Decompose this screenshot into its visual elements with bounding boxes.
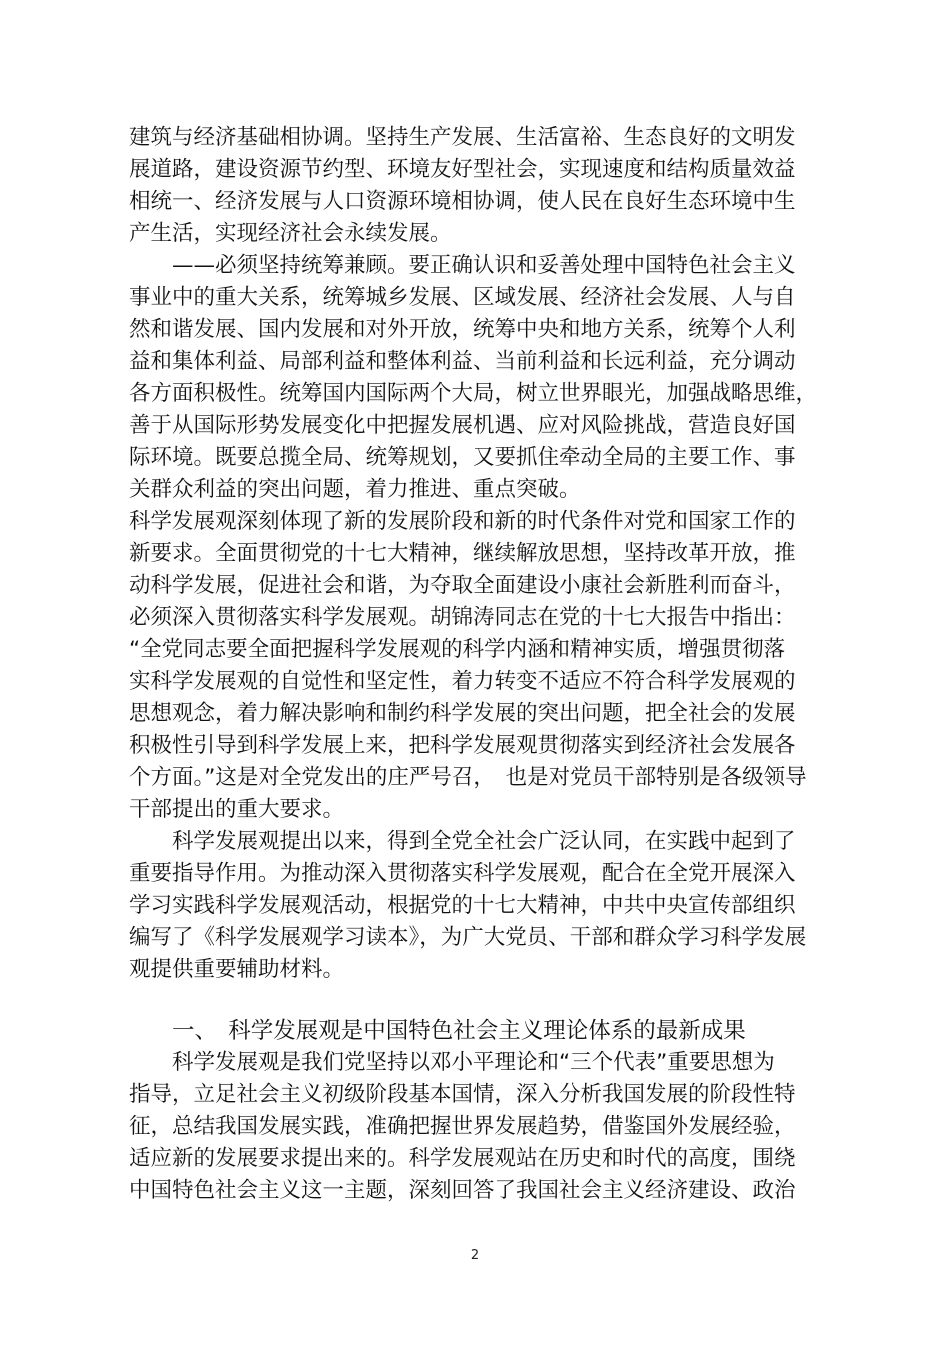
text-line: 重要指导作用。为推动深入贯彻落实科学发展观，配合在全党开展深入 — [129, 861, 796, 886]
text-line: 然和谐发展、国内发展和对外开放，统筹中央和地方关系，统筹个人利 — [129, 317, 796, 342]
text-line: 思想观念，着力解决影响和制约科学发展的突出问题，把全社会的发展 — [129, 701, 796, 726]
text-line: 益和集体利益、局部利益和整体利益、当前利益和长远利益，充分调动 — [129, 349, 796, 374]
text-line: 个方面。”这是对全党发出的庄严号召， 也是对党员干部特别是各级领导 — [129, 765, 807, 790]
text-line: 动科学发展，促进社会和谐，为夺取全面建设小康社会新胜利而奋斗， — [129, 573, 796, 598]
text-line: 学习实践科学发展观活动，根据党的十七大精神，中共中央宣传部组织 — [129, 893, 796, 918]
section-heading: 一、 科学发展观是中国特色社会主义理论体系的最新成果 — [172, 1018, 746, 1044]
text-line: 事业中的重大关系，统筹城乡发展、区域发展、经济社会发展、人与自 — [129, 285, 796, 310]
text-line: 干部提出的重大要求。 — [129, 797, 345, 822]
text-line: 展道路，建设资源节约型、环境友好型社会，实现速度和结构质量效益 — [129, 157, 796, 182]
text-line: 必须深入贯彻落实科学发展观。胡锦涛同志在党的十七大报告中指出： — [129, 605, 796, 630]
text-line: 关群众利益的突出问题，着力推进、重点突破。 — [129, 477, 581, 502]
text-line: 中国特色社会主义这一主题，深刻回答了我国社会主义经济建设、政治 — [129, 1178, 796, 1203]
text-line: 观提供重要辅助材料。 — [129, 957, 345, 982]
text-line: 编写了《科学发展观学习读本》，为广大党员、干部和群众学习科学发展 — [129, 925, 807, 950]
text-line: 建筑与经济基础相协调。坚持生产发展、生活富裕、生态良好的文明发 — [129, 125, 796, 150]
text-line: 产生活，实现经济社会永续发展。 — [129, 221, 452, 246]
page-number: 2 — [470, 1248, 480, 1263]
text-line: 积极性引导到科学发展上来，把科学发展观贯彻落实到经济社会发展各 — [129, 733, 796, 758]
text-line: “全党同志要全面把握科学发展观的科学内涵和精神实质，增强贯彻落 — [129, 637, 786, 662]
text-line: 科学发展观提出以来，得到全党全社会广泛认同，在实践中起到了 — [172, 829, 796, 854]
text-line: 科学发展观是我们党坚持以邓小平理论和“三个代表”重要思想为 — [172, 1050, 775, 1075]
text-line: 各方面积极性。统筹国内国际两个大局，树立世界眼光，加强战略思维， — [129, 381, 818, 406]
text-line: 善于从国际形势发展变化中把握发展机遇、应对风险挑战，营造良好国 — [129, 413, 796, 438]
text-line: 实科学发展观的自觉性和坚定性，着力转变不适应不符合科学发展观的 — [129, 669, 796, 694]
text-line: 相统一、经济发展与人口资源环境相协调，使人民在良好生态环境中生 — [129, 189, 796, 214]
text-line: 征，总结我国发展实践，准确把握世界发展趋势，借鉴国外发展经验， — [129, 1114, 796, 1139]
text-line: 新要求。全面贯彻党的十七大精神，继续解放思想，坚持改革开放，推 — [129, 541, 796, 566]
text-line: ——必须坚持统筹兼顾。要正确认识和妥善处理中国特色社会主义 — [172, 253, 796, 278]
text-line: 适应新的发展要求提出来的。科学发展观站在历史和时代的高度，围绕 — [129, 1146, 796, 1171]
text-line: 指导，立足社会主义初级阶段基本国情，深入分析我国发展的阶段性特 — [129, 1082, 796, 1107]
text-line: 科学发展观深刻体现了新的发展阶段和新的时代条件对党和国家工作的 — [129, 509, 796, 534]
text-line: 际环境。既要总揽全局、统筹规划，又要抓住牵动全局的主要工作、事 — [129, 445, 796, 470]
